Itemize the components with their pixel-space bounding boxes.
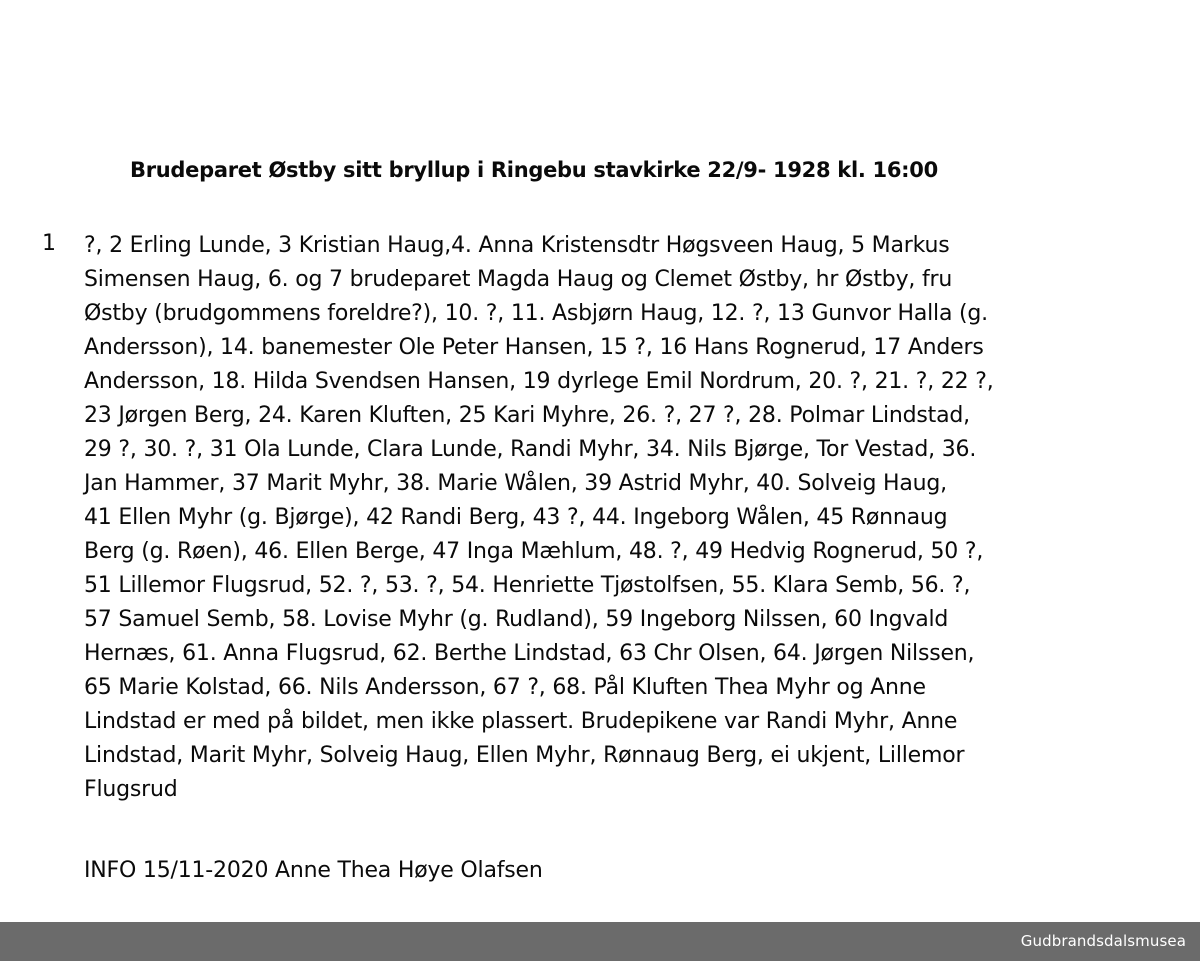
info-credit: INFO 15/11-2020 Anne Thea Høye Olafsen: [84, 858, 543, 883]
museum-watermark: Gudbrandsdalsmusea: [1020, 932, 1186, 950]
caption-line: 29 ?, 30. ?, 31 Ola Lunde, Clara Lunde, Randi Myhr, 34. Nils Bjørge, Tor Vestad, 36.: [84, 437, 977, 462]
caption-line: Berg (g. Røen), 46. Ellen Berge, 47 Inga Mæhlum, 48. ?, 49 Hedvig Rognerud, 50 ?,: [84, 539, 984, 564]
caption-line: 41 Ellen Myhr (g. Bjørge), 42 Randi Berg, 43 ?, 44. Ingeborg Wålen, 45 Rønnaug: [84, 505, 948, 530]
caption-line: 65 Marie Kolstad, 66. Nils Andersson, 67 ?, 68. Pål Kluften Thea Myhr og Anne: [84, 675, 926, 700]
caption-line: Østby (brudgommens foreldre?), 10. ?, 11. Asbjørn Haug, 12. ?, 13 Gunvor Halla (g.: [84, 301, 988, 326]
caption-line: ?, 2 Erling Lunde, 3 Kristian Haug,4. Anna Kristensdtr Høgsveen Haug, 5 Markus: [84, 233, 950, 258]
museum-footer-bar: [0, 922, 1200, 961]
caption-line: Lindstad er med på bildet, men ikke plassert. Brudepikene var Randi Myhr, Anne: [84, 709, 958, 734]
document-title: Brudeparet Østby sitt bryllup i Ringebu stavkirke 22/9- 1928 kl. 16:00: [130, 158, 938, 182]
caption-line: Simensen Haug, 6. og 7 brudeparet Magda Haug og Clemet Østby, hr Østby, fru: [84, 267, 953, 292]
caption-line: 51 Lillemor Flugsrud, 52. ?, 53. ?, 54. Henriette Tjøstolfsen, 55. Klara Semb, 56. ?,: [84, 573, 971, 598]
caption-line: 23 Jørgen Berg, 24. Karen Kluften, 25 Kari Myhre, 26. ?, 27 ?, 28. Polmar Lindstad,: [84, 403, 970, 428]
caption-line: Andersson, 18. Hilda Svendsen Hansen, 19 dyrlege Emil Nordrum, 20. ?, 21. ?, 22 ?,: [84, 369, 994, 394]
caption-body: [84, 229, 1184, 807]
caption-line: Andersson), 14. banemester Ole Peter Hansen, 15 ?, 16 Hans Rognerud, 17 Anders: [84, 335, 984, 360]
caption-line: Flugsrud: [84, 777, 178, 802]
caption-line: Hernæs, 61. Anna Flugsrud, 62. Berthe Lindstad, 63 Chr Olsen, 64. Jørgen Nilssen,: [84, 641, 975, 666]
caption-line: Jan Hammer, 37 Marit Myhr, 38. Marie Wålen, 39 Astrid Myhr, 40. Solveig Haug,: [84, 471, 947, 496]
caption-line: Lindstad, Marit Myhr, Solveig Haug, Ellen Myhr, Rønnaug Berg, ei ukjent, Lillemor: [84, 743, 965, 768]
list-number: 1: [42, 231, 56, 256]
caption-line: 57 Samuel Semb, 58. Lovise Myhr (g. Rudland), 59 Ingeborg Nilssen, 60 Ingvald: [84, 607, 949, 632]
